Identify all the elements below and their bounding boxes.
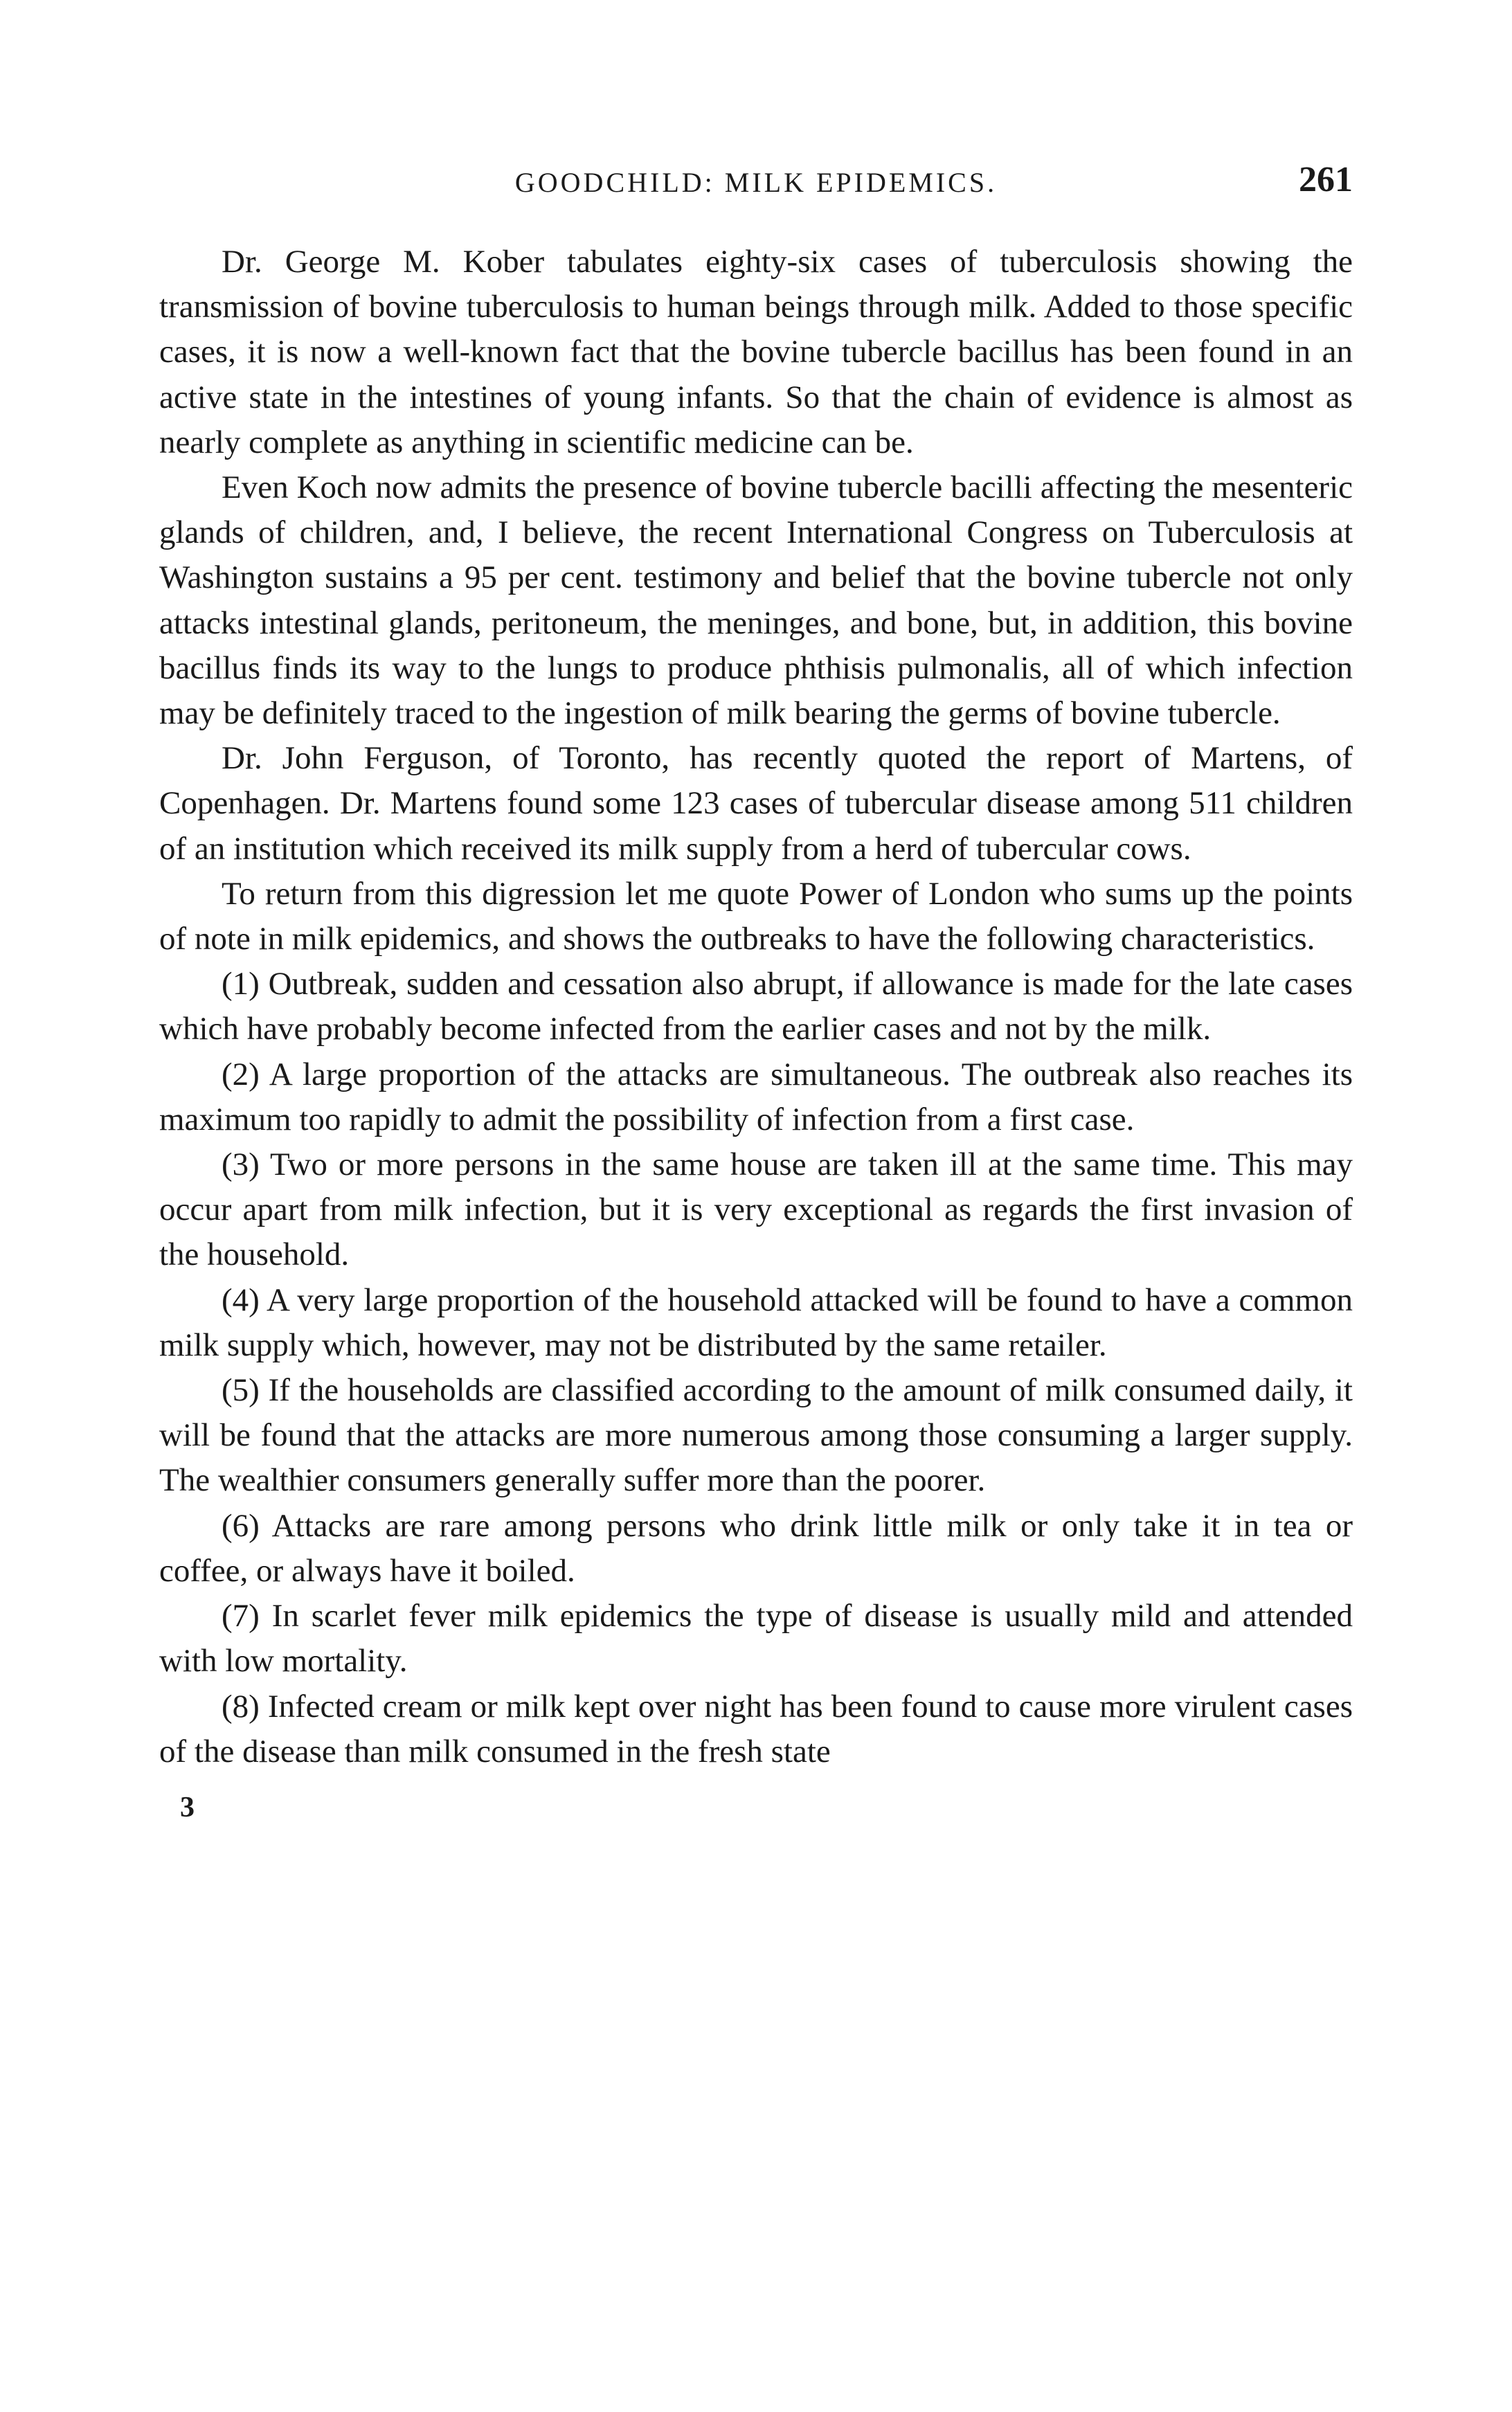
- body-text: [159, 240, 1353, 1774]
- page: [159, 159, 1353, 1824]
- list-item-2: (2) A large proportion of the attacks are simultaneous. The outbreak also reaches its maximum too rapidly to admit the possibility of infection from a first case.: [159, 1056, 1353, 1137]
- running-head: [159, 159, 1353, 215]
- running-title: GOODCHILD: MILK EPIDEMICS.: [514, 167, 998, 198]
- paragraph-ferguson: Dr. John Ferguson, of Toronto, has recently quoted the report of Martens, of Copenhagen. Dr. Martens found some 123 cases of tubercular disease among 511 children of an institution which received its milk supply from a herd of tubercular cows.: [159, 740, 1353, 867]
- signature-mark: 3: [180, 1791, 195, 1824]
- list-item-1: (1) Outbreak, sudden and cessation also abrupt, if allowance is made for the late cases which have probably become infected from the earlier cases and not by the milk.: [159, 966, 1353, 1047]
- list-item-4: (4) A very large proportion of the household attacked will be found to have a common milk supply which, however, may not be distributed by the same retailer.: [159, 1281, 1353, 1363]
- list-item-5: (5) If the households are classified according to the amount of milk consumed daily, it will be found that the attacks are more numerous among those consuming a larger supply. The wealthier consumers generally suffer more than the poorer.: [159, 1372, 1353, 1499]
- list-item-8: (8) Infected cream or milk kept over night has been found to cause more virulent cases of the disease than milk consumed in the fresh state: [159, 1688, 1353, 1770]
- paragraph-kober: Dr. George M. Kober tabulates eighty-six cases of tuberculosis showing the transmission of bovine tuberculosis to human beings through milk. Added to those specific cases, it is now a well-known fact that the bovine tubercle bacillus has been found in an active state in the intestines of young infants. So that the chain of evidence is almost as nearly complete as anything in scientific medicine can be.: [159, 244, 1353, 460]
- paragraph-power: To return from this digression let me quote Power of London who sums up the points of note in milk epidemics, and shows the outbreaks to have the following characteristics.: [159, 875, 1353, 957]
- page-number: 261: [1299, 160, 1353, 199]
- list-item-7: (7) In scarlet fever milk epidemics the type of disease is usually mild and attended with low mortality.: [159, 1598, 1353, 1680]
- list-item-6: (6) Attacks are rare among persons who drink little milk or only take it in tea or coffee, or always have it boiled.: [159, 1507, 1353, 1589]
- list-item-3: (3) Two or more persons in the same house are taken ill at the same time. This may occur apart from milk infection, but it is very exceptional as regards the first invasion of the household.: [159, 1146, 1353, 1273]
- paragraph-koch: Even Koch now admits the presence of bovine tubercle bacilli affecting the mesenteric glands of children, and, I believe, the recent International Congress on Tuberculosis at Washington sustains a 95 per cent. testimony and belief that the bovine tubercle not only attacks intestinal glands, peritoneum, the meninges, and bone, but, in addition, this bovine bacillus finds its way to the lungs to produce phthisis pulmonalis, all of which infection may be definitely traced to the ingestion of milk bearing the germs of bovine tubercle.: [159, 469, 1353, 732]
